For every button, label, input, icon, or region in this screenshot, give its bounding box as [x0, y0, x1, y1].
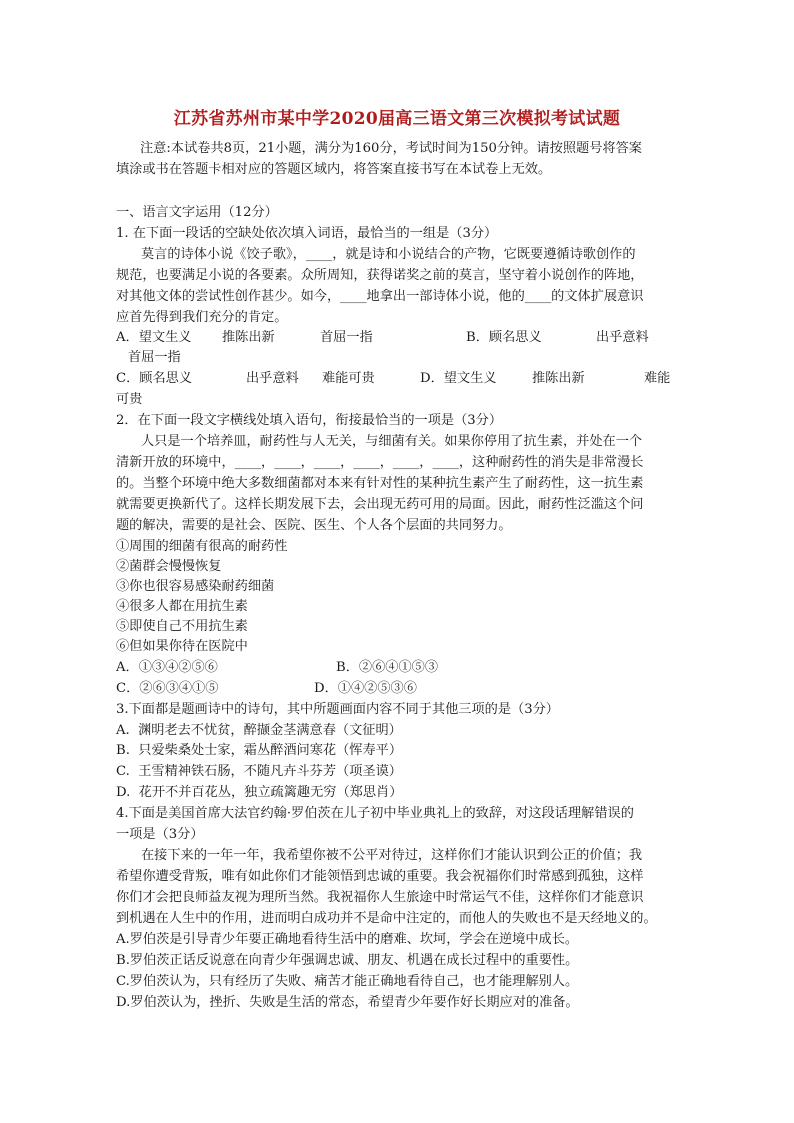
- question-stem: 1. 在下面一段话的空缺处依次填入词语，最恰当的一组是（3分）: [116, 226, 498, 241]
- option-c: C. 王雪精神铁石肠，不随凡卉斗芬芳（项圣谟）: [116, 764, 402, 779]
- passage-line: 希望你遭受背叛，唯有如此你们才能领悟到忠诚的重要。我会祝福你们时常感到孤独，这样: [116, 869, 644, 884]
- list-item: ⑥但如果你待在医院中: [116, 639, 248, 654]
- list-item: ①周围的细菌有很高的耐药性: [116, 539, 288, 554]
- passage-line: 在接下来的一年一年，我希望你被不公平对待过，这样你们才能认识到公正的价值；我: [141, 848, 643, 863]
- option-c: C．②⑥③④①⑤: [116, 681, 219, 696]
- passage-line: 到机遇在人生中的作用，进而明白成功并不是命中注定的，而他人的失败也不是天经地义的。: [116, 911, 657, 926]
- list-item: ④很多人都在用抗生素: [116, 599, 248, 614]
- passage-line: 规范，也要满足小说的各要素。众所周知，获得诺奖之前的莫言，坚守着小说创作的阵地，: [116, 268, 644, 283]
- passage-line: 题的解决，需要的是社会、医院、医生、个人各个层面的共同努力。: [116, 518, 512, 533]
- option-d: D. 花开不并百花丛，独立疏篱趣无穷（郑思肖）: [116, 785, 403, 800]
- passage-line: 应首先得到我们充分的肯定。: [116, 310, 288, 325]
- passage-line: 清新开放的环境中，____，____，____，____，____，____，这种耐药性的消失是非常漫长: [116, 455, 644, 470]
- option-word: 出乎意料: [246, 371, 299, 386]
- notice-line: 注意:本试卷共8页，21小题，满分为160分，考试时间为150分钟。请按照题号将答案: [140, 141, 642, 156]
- option-c: C．顾名思义: [116, 371, 193, 386]
- page-title: 江苏省苏州市某中学2020届高三语文第三次模拟考试试题: [173, 109, 621, 129]
- option-word: 推陈出新: [532, 371, 585, 386]
- option-d: D．①④②⑤③⑥: [314, 681, 417, 696]
- passage-line: 莫言的诗体小说《饺子歌》，____，就是诗和小说结合的产物，它既要遵循诗歌创作的: [141, 247, 636, 262]
- question-stem: 4.下面是美国首席大法官约翰·罗伯茨在儿子初中毕业典礼上的致辞，对这段话理解错误的: [116, 806, 634, 821]
- option-d: D.罗伯茨认为，挫折、失败是生活的常态，希望青少年要作好长期应对的准备。: [116, 995, 579, 1010]
- option-b: B．顾名思义: [466, 330, 542, 345]
- list-item: ②菌群会慢慢恢复: [116, 559, 222, 574]
- option-word: 推陈出新: [222, 330, 275, 345]
- option-word: 可贵: [116, 392, 143, 407]
- question-stem: 3.下面都是题画诗中的诗句，其中所题画面内容不同于其他三项的是（3分）: [116, 702, 559, 717]
- question-stem: 一项是（3分）: [116, 827, 204, 842]
- option-b: B．②⑥④①⑤③: [336, 660, 439, 675]
- notice-line: 填涂或书在答题卡相对应的答题区域内，将答案直接书写在本试卷上无效。: [116, 162, 552, 177]
- option-b: B. 只爱柴桑处士家，霜丛醉酒问寒花（恽寿平）: [116, 743, 403, 758]
- list-item: ③你也很容易感染耐药细菌: [116, 579, 275, 594]
- question-stem: 2．在下面一段文字横线处填入语句，衔接最恰当的一项是（3分）: [116, 413, 503, 428]
- option-b: B.罗伯茨正话反说意在向青少年强调忠诚、朋友、机遇在成长过程中的重要性。: [116, 953, 579, 968]
- option-c: C.罗伯茨认为，只有经历了失败、痛苦才能正确地看待自己，也才能理解别人。: [116, 974, 579, 989]
- passage-line: 的。当整个环境中绝大多数细菌都对本来有针对性的某种抗生素产生了耐药性，这一抗生素: [116, 476, 644, 491]
- option-a: A．望文生义: [116, 330, 192, 345]
- option-d: D．望文生义: [420, 371, 497, 386]
- passage-line: 你们才会把良师益友视为理所当然。我祝福你人生旅途中时常运气不佳，这样你们才能意识: [116, 890, 644, 905]
- section-heading: 一、语言文字运用（12分）: [116, 205, 278, 220]
- option-word: 难能可贵: [322, 371, 375, 386]
- option-word: 难能: [644, 371, 671, 386]
- list-item: ⑤即使自己不用抗生素: [116, 619, 248, 634]
- option-a: A. 渊明老去不忧贫，醉撷金茎满意春（文征明）: [116, 723, 402, 738]
- option-a: A.罗伯茨是引导青少年要正确地看待生活中的磨难、坎坷，学会在逆境中成长。: [116, 932, 579, 947]
- passage-line: 对其他文体的尝试性创作甚少。如今，____地拿出一部诗体小说，他的____的文体扩展意识: [116, 289, 644, 304]
- passage-line: 人只是一个培养皿，耐药性与人无关，与细菌有关。如果你停用了抗生素，并处在一个: [141, 434, 643, 449]
- passage-line: 就需要更换新代了。这样长期发展下去，会出现无药可用的局面。因此，耐药性泛滥这个问: [116, 497, 644, 512]
- option-a: A．①③④②⑤⑥: [116, 660, 218, 675]
- option-word: 首屈一指: [128, 350, 181, 365]
- option-word: 出乎意料: [596, 330, 649, 345]
- option-word: 首屈一指: [320, 330, 373, 345]
